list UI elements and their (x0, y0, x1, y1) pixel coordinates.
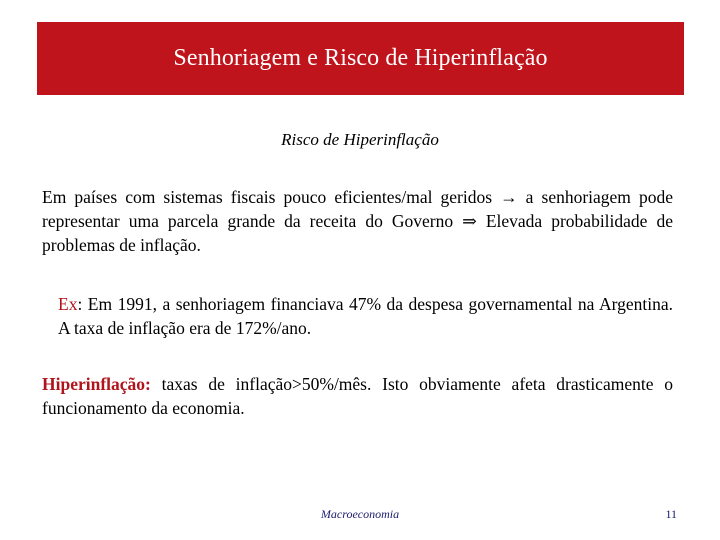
paragraph-hyperinflation (42, 372, 673, 420)
example-label: Ex (58, 294, 78, 314)
hyperinflation-label: Hiperinflação: (42, 374, 151, 394)
slide-title: Senhoriagem e Risco de Hiperinflação (173, 45, 548, 71)
example-text: : Em 1991, a senhoriagem financiava 47% da despesa governamental na Argentina. A taxa de inflação era de 172%/ano. (58, 294, 673, 338)
slide-subtitle: Risco de Hiperinflação (281, 130, 439, 149)
paragraph-intro: Em países com sistemas fiscais pouco eficientes/mal geridos → a senhoriagem pode representar uma parcela grande da receita do Governo ⇒ Elevada probabilidade de problemas de inflação. (42, 187, 673, 255)
page-number: 11 (665, 507, 677, 521)
title-bar (37, 22, 684, 95)
hyperinflation-text: taxas de inflação>50%/mês. Isto obviamente afeta drasticamente o funcionamento da economia. (42, 374, 673, 418)
footer-course: Macroeconomia (320, 507, 400, 521)
paragraph-example (58, 292, 673, 340)
